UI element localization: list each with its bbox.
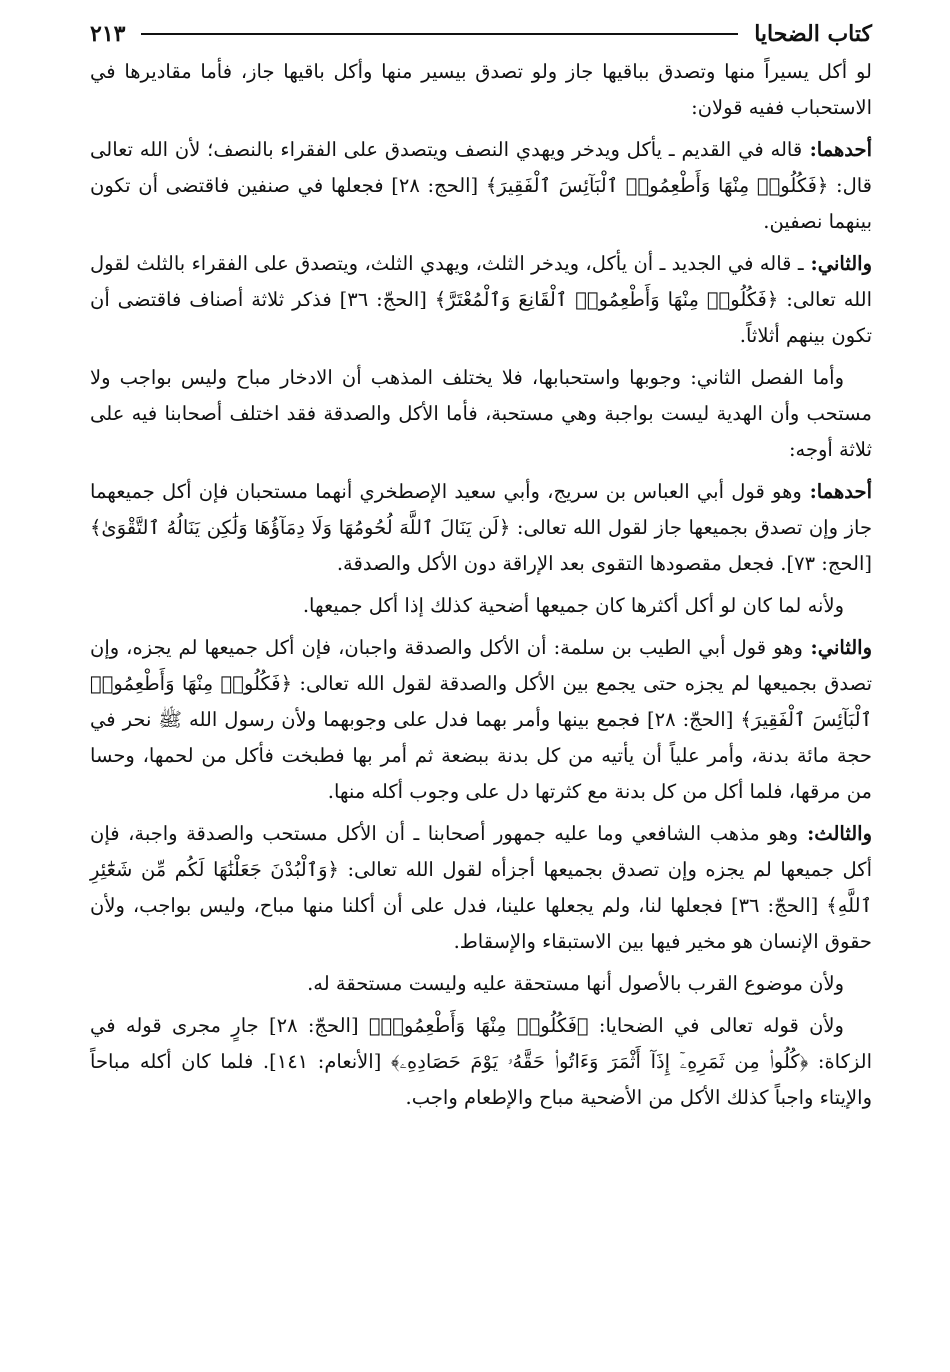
paragraph-text: قاله في القديم ـ يأكل ويدخر ويهدي النصف ويتصدق على الفقراء بالنصف؛ لأن الله تعالى قال: ﴿فَكُلُوا۟ مِنْهَا وَأَطْعِمُوا۟ ٱلْبَآئِسَ ٱلْفَقِيرَ﴾ [الحج: ٢٨] فجعلها في صنفين فاقتضى أن تكون بينهما نصفين. (90, 138, 872, 233)
body-text (90, 54, 872, 1116)
paragraph-text: ـ قاله في الجديد ـ أن يأكل، ويدخر الثلث، ويهدي الثلث، ويتصدق على الفقراء بالثلث لقول الله تعالى: ﴿فَكُلُوا۟ مِنْهَا وَأَطْعِمُوا۟ ٱلْقَانِعَ وَٱلْمُعْتَرَّ﴾ [الحجّ: ٣٦] فذكر ثلاثة أصناف فاقتضى أن تكون بينهم أثلاثاً. (90, 252, 872, 347)
paragraph-lead: أحدهما: (802, 138, 872, 161)
paragraph (90, 630, 872, 810)
paragraph (90, 474, 872, 582)
paragraph-text: وهو قول أبي الطيب بن سلمة: أن الأكل والصدقة واجبان، فإن أكل جميعها لم يجزه، وإن تصدق بجميعها لم يجزه حتى يجمع بين الأكل والصدقة لقول الله تعالى: ﴿فَكُلُوا۟ مِنْهَا وَأَطْعِمُوا۟ ٱلْبَآئِسَ ٱلْفَقِيرَ﴾ [الحجّ: ٢٨] فجمع بينها وأمر بهما فدل على وجوبهما ولأن رسول الله ﷺ نحر في حجة مائة بدنة، وأمر علياً أن يأتيه من كل بدنة ببضعة ثم أمر بها فطبخت فأكل من لحمها، وحسا من مرقها، فلما أكل من كل بدنة مع كثرتها دل على وجوب أكله منها. (90, 636, 873, 803)
paragraph-text: وأما الفصل الثاني: وجوبها واستحبابها، فلا يختلف المذهب أن الادخار مباح وليس بواجب ولا مستحب وأن الهدية ليست بواجبة وهي مستحبة، فأما الأكل والصدقة فقد اختلف أصحابنا فيه على ثلاثة أوجه: (90, 366, 872, 461)
paragraph-text: ولأن موضوع القرب بالأصول أنها مستحقة عليه وليست مستحقة له. (307, 972, 844, 995)
paragraph-lead: والثاني: (802, 636, 872, 659)
paragraph-lead: والثاني: (803, 252, 872, 275)
paragraph-lead: والثالث: (798, 822, 872, 845)
paragraph (90, 1008, 872, 1116)
paragraph (90, 360, 872, 468)
paragraph (90, 54, 872, 126)
paragraph (90, 966, 872, 1002)
paragraph (90, 246, 872, 354)
paragraph-text: وهو مذهب الشافعي وما عليه جمهور أصحابنا ـ أن الأكل مستحب والصدقة واجبة، فإن أكل جميعها لم يجزه وإن تصدق بجميعها أجزأه لقول الله تعالى: ﴿وَٱلْبُدْنَ جَعَلْنَٰهَا لَكُم مِّن شَعَٰٓئِرِ ٱللَّهِ﴾ [الحجّ: ٣٦] فجعلها لنا، ولم يجعلها علينا، فدل على أن أكلنا منها مباح، وليس بواجب، ولأن حقوق الإنسان هو مخير فيها بين الاستبقاء والإسقاط. (90, 822, 873, 953)
paragraph-text: ولأن قوله تعالى في الضحايا: ﴿فَكُلُوا۟ مِنْهَا وَأَطْعِمُوا۟﴾ [الحجّ: ٢٨] جارٍ مجرى قوله في الزكاة: ﴿كُلُوا۟ مِن ثَمَرِهِۦٓ إِذَآ أَثْمَرَ وَءَاتُوا۟ حَقَّهُۥ يَوْمَ حَصَادِهِۦ﴾ [الأنعام: ١٤١]. فلما كان أكله مباحاً والإيتاء واجباً كذلك الأكل من الأضحية مباح والإطعام واجب. (90, 1014, 873, 1109)
header-rule (141, 33, 738, 35)
paragraph-text: وهو قول أبي العباس بن سريج، وأبي سعيد الإصطخري أنهما مستحبان فإن أكل جميعهما جاز وإن تصدق بجميعها جاز لقول الله تعالى: ﴿لَن يَنَالَ ٱللَّهَ لُحُومُهَا وَلَا دِمَآؤُهَا وَلَٰكِن يَنَالُهُ ٱلتَّقْوَىٰ﴾ [الحج: ٧٣]. فجعل مقصودها التقوى بعد الإراقة دون الأكل والصدقة. (90, 480, 872, 575)
paragraph (90, 132, 872, 240)
paragraph (90, 588, 872, 624)
page-number: ٢١٣ (90, 21, 126, 47)
running-title: كتاب الضحايا (754, 21, 872, 47)
page-header (90, 14, 872, 54)
paragraph-lead: أحدهما: (801, 480, 872, 503)
paragraph (90, 816, 872, 960)
paragraph-text: ولأنه لما كان لو أكل أكثرها كان جميعها أضحية كذلك إذا أكل جميعها. (302, 594, 844, 617)
paragraph-text: لو أكل يسيراً منها وتصدق بباقيها جاز ولو تصدق بيسير منها وأكل باقيها جاز، فأما مقاديرها في الاستحباب ففيه قولان: (90, 60, 872, 119)
